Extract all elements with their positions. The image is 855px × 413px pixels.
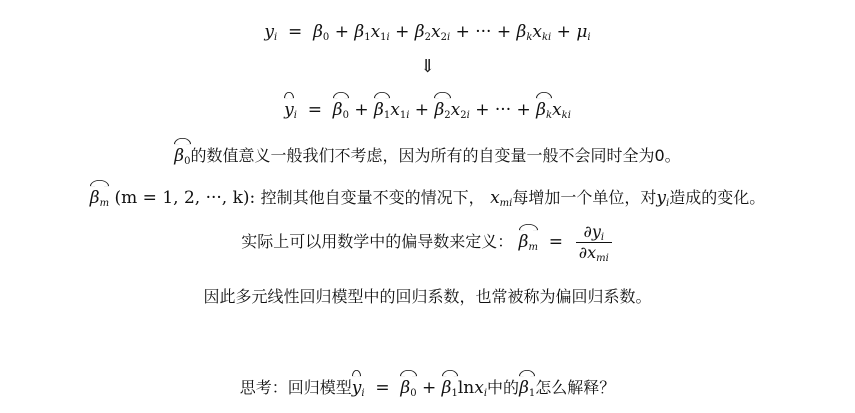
beta0-text: 的数值意义一般我们不考虑，因为所有的自变量一般不会同时全为0。 [190,146,681,165]
betam-text-2: 每增加一个单位，对 [512,188,657,207]
question-middle: 中的 [487,378,520,397]
betam-range: (m = 1, 2, ···, k): [114,188,256,208]
question-prefix: 思考：回归模型 [239,378,352,397]
partial-fraction: $\frac{\partial y_i}{\partial x_{mi}}$ [576,222,612,263]
beta0-explanation: $\beta_0$的数值意义一般我们不考虑，因为所有的自变量一般不会同时全为0。 [0,138,855,168]
partial-regression-note [0,285,855,309]
equation-population-model: $y_i = \beta_0 + \beta_1x_{1i} + \beta_2x_{2i}$ + ··· + $\beta_kx_{ki} + \mu_i$ [264,22,591,43]
think-question: 思考：回归模型$y_i = \beta_0 + \beta_1\ln x_i$中的$\beta_1$怎么解释？ [0,370,855,400]
partial-regression-text: 因此多元线性回归模型中的回归系数，也常被称为偏回归系数。 [203,287,652,306]
partial-text: 实际上可以用数学中的偏导数来定义： [241,232,514,251]
implies-arrow: ⇓ [419,56,436,77]
ln-function: ln [457,378,475,398]
betam-explanation: $\beta_m$ (m = 1, 2, ···, k): 控制其他自变量不变的情况下， $x_{mi}$每增加一个单位，对$y_i$造成的变化。 [0,180,855,210]
partial-derivative-definition: 实际上可以用数学中的偏导数来定义： $\beta_m$ = $\frac{\partial y_i}{\partial x_{mi}}$ [0,222,855,263]
betam-text-3: 造成的变化。 [669,188,766,207]
betam-text-1: 控制其他自变量不变的情况下， [260,188,485,207]
question-suffix: 怎么解释？ [535,378,616,397]
equation-fitted-model: $y_i = \beta_0 + \beta_1x_{1i} + \beta_2x_{2i}$ + ··· + $\beta_kx_{ki}$ [0,92,855,122]
